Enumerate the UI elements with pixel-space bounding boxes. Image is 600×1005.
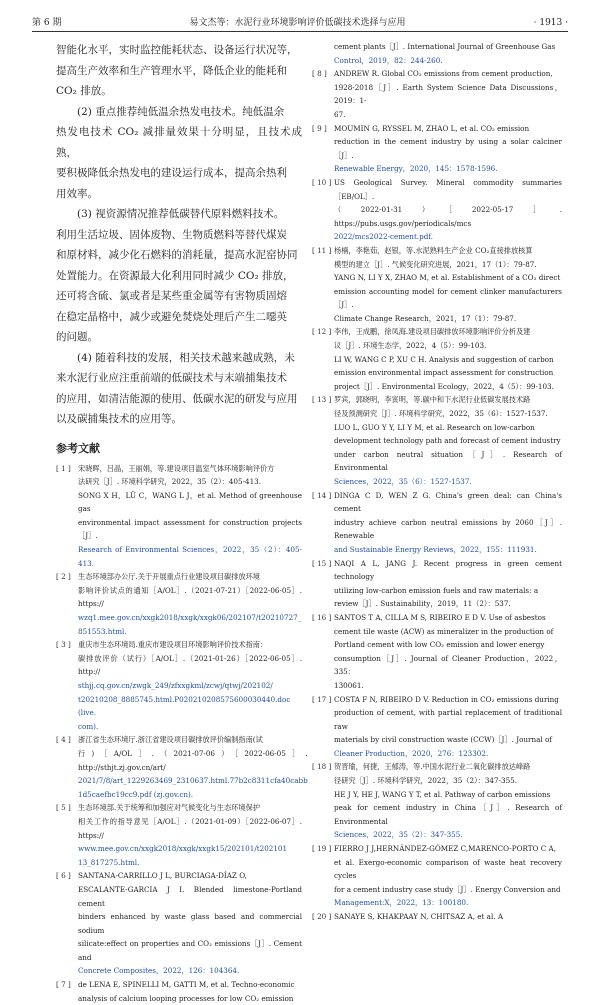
- reference-number: [ 13 ]: [312, 393, 334, 488]
- body-line: 以及碳捕集技术的应用等。: [56, 409, 302, 430]
- left-column: [56, 40, 302, 1005]
- reference-line: 径研究［J］. 环境科学研究，2022，35（2）：347-355.: [334, 774, 562, 788]
- reference-text: [334, 122, 562, 176]
- reference-link[interactable]: Research of Environmental Sciences，2022，35（2）：405-413.: [78, 543, 302, 570]
- reference-line: 杨楠，李艳茹，赵银，等.水泥熟料生产企业 CO₂直接排放核算: [334, 244, 562, 258]
- reference-line: （2022-01-31）［2022-05-17］. https://pubs.usgs.gov/periodicals/mcs: [334, 203, 562, 230]
- body-line: (2) 重点推荐纯低温余热发电技术。纯低温余: [56, 102, 302, 123]
- body-line: 提高生产效率和生产管理水平，降低企业的能耗和: [56, 61, 302, 82]
- body-line: (3) 视资源情况推荐低碳替代原料燃料技术。: [56, 204, 302, 225]
- reference-line: 法研究［J］. 环境科学研究，2022，35（2）：405-413.: [78, 475, 302, 489]
- reference-link[interactable]: 2021/7/8/art_1229263469_2310637.html.77b2c8311cfa40cabb: [78, 774, 308, 788]
- reference-number: [312, 40, 334, 67]
- reference-entry: [56, 869, 302, 978]
- reference-entry: [56, 801, 302, 869]
- reference-text: [78, 570, 302, 638]
- reference-number: [ 7 ]: [56, 978, 78, 1005]
- reference-number: [ 11 ]: [312, 244, 334, 326]
- reference-line: reduction in the cement industry by using a solar calciner［J］.: [334, 135, 562, 162]
- reference-text: [334, 611, 562, 693]
- reference-text: [78, 869, 302, 978]
- reference-entry: [312, 611, 562, 693]
- issue-number: 第 6 期: [32, 15, 61, 28]
- reference-line: project［J］. Environmental Ecology，2022，4（5）：99-103.: [334, 380, 562, 394]
- reference-line: 贺晋瑜，何捷，王郁涛，等.中国水泥行业二氧化碳排放达峰路: [334, 760, 562, 774]
- references-list-right: [312, 40, 562, 924]
- reference-line: production of cement, with partial replacement of traditional raw: [334, 706, 562, 733]
- reference-line: silicate:effect on properties and CO₂ emissions［J］. Cement and: [78, 937, 302, 964]
- reference-line: Portland cement with low CO₂ emission and lower energy: [334, 638, 562, 652]
- reference-line: ANDREW R. Global CO₂ emissions from cement production,: [334, 67, 562, 81]
- reference-link[interactable]: Concrete Composites，2022，126：104364.: [78, 964, 302, 978]
- body-line: (4) 随着科技的发展，相关技术越来越成熟，未: [56, 348, 302, 369]
- reference-line: industry achieve carbon neutral emissions by 2060［J］. Renewable: [334, 516, 562, 543]
- reference-number: [ 12 ]: [312, 325, 334, 393]
- reference-number: [ 9 ]: [312, 122, 334, 176]
- reference-entry: [56, 570, 302, 638]
- reference-line: Climate Change Research，2021，17（1）：79-87.: [334, 312, 562, 326]
- reference-line: development technology path and forecast of cement industry: [334, 434, 562, 448]
- reference-line: materials by civil construction waste (CCW)［J］. Journal of: [334, 733, 562, 747]
- reference-entry: [56, 978, 302, 1005]
- reference-line: SANTOS T A, CILLA M S, RIBEIRO E D V. Use of asbestos: [334, 611, 562, 625]
- reference-link[interactable]: 2022/mcs2022-cement.pdf.: [334, 230, 562, 244]
- reference-line: 生态环境部办公厅.关于开展重点行业建设项目碳排放环境: [78, 570, 302, 584]
- reference-number: [ 15 ]: [312, 557, 334, 611]
- page-header: [32, 10, 568, 32]
- reference-line: 130061.: [334, 679, 562, 693]
- reference-link[interactable]: Renewable Energy，2020，145：1578-1596.: [334, 162, 562, 176]
- reference-number: [ 2 ]: [56, 570, 78, 638]
- reference-line: 生态环境部.关于统筹和加强应对气候变化与生态环境保护: [78, 801, 302, 815]
- body-line: 来水泥行业应注重前端的低碳技术与末端捕集技术: [56, 368, 302, 389]
- references-heading: 参考文献: [56, 440, 302, 456]
- reference-link[interactable]: sthjj.cq.gov.cn/zwgk_249/zfxxgkml/zcwj/qtwj/202102/: [78, 679, 302, 693]
- reference-text: [334, 842, 562, 910]
- reference-entry: [56, 733, 302, 801]
- reference-line: utilizing low-carbon emission fuels and raw materials: a: [334, 584, 562, 598]
- reference-entry: [312, 40, 562, 67]
- reference-line: HE J Y, HE J, WANG Y T, et al. Pathway of carbon emissions: [334, 788, 562, 802]
- reference-line: 径及预测研究［J］. 环境科学研究，2022，35（6）：1527-1537.: [334, 407, 562, 421]
- reference-number: [ 14 ]: [312, 489, 334, 557]
- reference-line: US Geological Survey. Mineral commodity summaries［EB/OL］.: [334, 176, 562, 203]
- body-line: 用效率。: [56, 184, 302, 205]
- reference-line: for a cement industry case study［J］. Energy Conversion and: [334, 883, 562, 897]
- body-line: 要积极降低余热发电的建设运行成本，提高余热利: [56, 163, 302, 184]
- reference-line: review［J］. Sustainability，2019，11（2）：537.: [334, 597, 562, 611]
- reference-link[interactable]: wzq1.mee.gov.cn/xxgk2018/xxgk/xxgk06/202107/t20210727_: [78, 611, 302, 625]
- reference-line: emission accounting model for cement clinker manufacturers［J］.: [334, 285, 562, 312]
- reference-number: [ 8 ]: [312, 67, 334, 121]
- reference-number: [ 18 ]: [312, 760, 334, 842]
- reference-entry: [312, 325, 562, 393]
- page-number: · 1913 ·: [534, 18, 568, 28]
- reference-link[interactable]: t20210208_8885745.html.P020210208575600030440.doc (live.: [78, 693, 302, 720]
- body-line: 处置能力。在资源最大化利用同时减少 CO₂ 排放，: [56, 266, 302, 287]
- right-column: [312, 40, 562, 924]
- reference-link[interactable]: 1d5caefbc19cc9.pdf (zj.gov.cn).: [78, 788, 308, 802]
- reference-text: [334, 176, 562, 244]
- reference-line: 李伟，王成鹏，徐凤海.建设项目碳排放环境影响评价分析及建: [334, 325, 562, 339]
- body-line: 的应用，如清洁能源的使用、低碳水泥的研发与应用: [56, 389, 302, 410]
- reference-link[interactable]: Control，2019，82：244-260.: [334, 54, 562, 68]
- reference-line: SANTANA-CARRILLO J L, BURCIAGA-DÍAZ O,: [78, 869, 302, 883]
- reference-link[interactable]: Management:X，2022，13：100180.: [334, 896, 562, 910]
- reference-line: under carbon neutral situation［J］. Research of Environmental: [334, 448, 562, 475]
- reference-text: [78, 733, 308, 801]
- reference-text: [334, 393, 562, 488]
- reference-line: MOUMIN G, RYSSEL M, ZHAO L, et al. CO₂ emission: [334, 122, 562, 136]
- reference-line: 重庆市生态环境局.重庆市建设项目环境影响评价技术指南：: [78, 638, 302, 652]
- reference-text: [334, 489, 562, 557]
- reference-line: consumption［J］. Journal of Cleaner Production，2022，335：: [334, 652, 562, 679]
- reference-entry: [312, 910, 562, 924]
- body-line: 智能化水平，实时监控能耗状态、设备运行状况等，: [56, 40, 302, 61]
- reference-text: [78, 638, 302, 733]
- references-list-left: [56, 462, 302, 1005]
- reference-text: [334, 325, 562, 393]
- reference-line: binders enhanced by waste glass based and commercial sodium: [78, 910, 302, 937]
- reference-line: SANAYE S, KHAKPAAY N, CHITSAZ A, et al. A: [334, 910, 562, 924]
- reference-link[interactable]: and Sustainable Energy Reviews，2022，155：111931.: [334, 543, 562, 557]
- reference-entry: [312, 842, 562, 910]
- reference-line: cement tile waste (ACW) as mineralizer in the production of: [334, 625, 562, 639]
- reference-link[interactable]: Sciences，2022，35（6）：1527-1537.: [334, 475, 562, 489]
- reference-number: [ 17 ]: [312, 693, 334, 761]
- reference-entry: [312, 760, 562, 842]
- running-title: 易文杰等：水泥行业环境影响评价低碳技术选择与应用: [190, 15, 406, 28]
- reference-line: et al. Exergo-economic comparison of waste heat recovery cycles: [334, 856, 562, 883]
- reference-line: 影响评价试点的通知［A/OL］.（2021-07-21）［2022-06-05］. https://: [78, 584, 302, 611]
- reference-number: [ 19 ]: [312, 842, 334, 910]
- body-line: 在稳定晶格中，减少或避免焚烧处理后产生二噁英: [56, 307, 302, 328]
- reference-text: [78, 801, 302, 869]
- reference-line: 行)［A/OL］.（2021-07-06）［2022-06-05］. http://sthjt.zj.gov.cn/art/: [78, 747, 308, 774]
- reference-number: [ 4 ]: [56, 733, 78, 801]
- reference-number: [ 3 ]: [56, 638, 78, 733]
- reference-line: COSTA F N, RIBEIRO D V. Reduction in CO₂ emissions during: [334, 693, 562, 707]
- reference-entry: [56, 462, 302, 571]
- reference-link[interactable]: 13_817275.html.: [78, 856, 302, 870]
- reference-line: SONG X H，LÜ C，WANG L J，et al. Method of greenhouse gas: [78, 489, 302, 516]
- reference-line: emission environmental impact assessment for construction: [334, 366, 562, 380]
- reference-line: cement plants［J］. International Journal of Greenhouse Gas: [334, 40, 562, 54]
- reference-entry: [312, 122, 562, 176]
- reference-line: YANG N, LI Y X, ZHAO M, et al. Establishment of a CO₂ direct: [334, 271, 562, 285]
- reference-entry: [312, 67, 562, 121]
- reference-line: 宋晓晖，吕晶，王丽娟，等.建设项目温室气体环境影响评价方: [78, 462, 302, 476]
- reference-link[interactable]: 851553.html.: [78, 625, 302, 639]
- reference-number: [ 6 ]: [56, 869, 78, 978]
- reference-entry: [312, 693, 562, 761]
- reference-text: [334, 244, 562, 326]
- body-line: 和原材料，减少化石燃料的消耗量，提高水泥窑协同: [56, 245, 302, 266]
- body-line: 的问题。: [56, 327, 302, 348]
- reference-line: 67.: [334, 108, 562, 122]
- reference-text: [334, 40, 562, 67]
- reference-line: FIERRO J J,HERNÁNDEZ-GÓMEZ C,MARENCO-PORTO C A,: [334, 842, 562, 856]
- body-line: 还可将含硫、氯或者是某些重金属等有害物质固熔: [56, 286, 302, 307]
- reference-number: [ 1 ]: [56, 462, 78, 571]
- reference-line: 碳排放评价（试行）［A/OL］.（2021-01-26）［2022-06-05］. http://: [78, 652, 302, 679]
- reference-line: LUO L, GUO Y Y, LI Y M, et al. Research on low-carbon: [334, 421, 562, 435]
- reference-line: analysis of calcium looping processes for low CO₂ emission: [78, 992, 302, 1005]
- reference-line: LI W, WANG C P, XU C H. Analysis and suggestion of carbon: [334, 353, 562, 367]
- reference-number: [ 10 ]: [312, 176, 334, 244]
- reference-text: [78, 462, 302, 571]
- reference-line: NAQI A L, JANG J. Recent progress in green cement technology: [334, 557, 562, 584]
- reference-entry: [312, 244, 562, 326]
- reference-line: 浙江省生态环境厅.浙江省建设项目碳排放评价编制指南(试: [78, 733, 308, 747]
- reference-entry: [312, 557, 562, 611]
- body-line: 热发电技术 CO₂ 减排量效果十分明显，且技术成熟，: [56, 122, 302, 163]
- reference-line: 模型的建立［J］. 气候变化研究进展，2021，17（1）：79-87.: [334, 258, 562, 272]
- body-line: CO₂ 排放。: [56, 81, 302, 102]
- reference-link[interactable]: Cleaner Production，2020，276：123302.: [334, 747, 562, 761]
- reference-entry: [312, 489, 562, 557]
- body-line: 利用生活垃圾、固体废物、生物质燃料等替代煤炭: [56, 225, 302, 246]
- reference-line: 相关工作的指导意见［A/OL］.（2021-01-09）［2022-06-07］. https://: [78, 815, 302, 842]
- reference-text: [78, 978, 302, 1005]
- reference-text: [334, 910, 562, 924]
- reference-line: peak for cement industry in China［J］. Research of Environmental: [334, 801, 562, 828]
- reference-line: ESCALANTE-GARCIA J I. Blended limestone-Portland cement: [78, 883, 302, 910]
- reference-line: 1928-2018［J］. Earth System Science Data Discussions，2019：1-: [334, 81, 562, 108]
- reference-entry: [312, 393, 562, 488]
- reference-number: [ 5 ]: [56, 801, 78, 869]
- reference-text: [334, 557, 562, 611]
- reference-number: [ 16 ]: [312, 611, 334, 693]
- reference-link[interactable]: www.mee.gov.cn/xxgk2018/xxgk/xxgk15/202101/t202101: [78, 842, 302, 856]
- reference-link[interactable]: Sciences，2022，35（2）：347-355.: [334, 828, 562, 842]
- reference-text: [334, 67, 562, 121]
- reference-text: [334, 760, 562, 842]
- reference-number: [ 20 ]: [312, 910, 334, 924]
- body-text: [56, 40, 302, 430]
- reference-entry: [56, 638, 302, 733]
- reference-line: DINGA C D, WEN Z G. China's green deal: can China's cement: [334, 489, 562, 516]
- reference-line: 罗宾，郭晓明，李寅明，等.碳中和下水泥行业低碳发展技术路: [334, 393, 562, 407]
- reference-line: 议［J］. 环境生态学，2022，4（5）：99-103.: [334, 339, 562, 353]
- reference-line: environmental impact assessment for construction projects［J］.: [78, 516, 302, 543]
- reference-link[interactable]: com).: [78, 720, 302, 734]
- reference-entry: [312, 176, 562, 244]
- reference-text: [334, 693, 562, 761]
- reference-line: de LENA E, SPINELLI M, GATTI M, et al. Techno-economic: [78, 978, 302, 992]
